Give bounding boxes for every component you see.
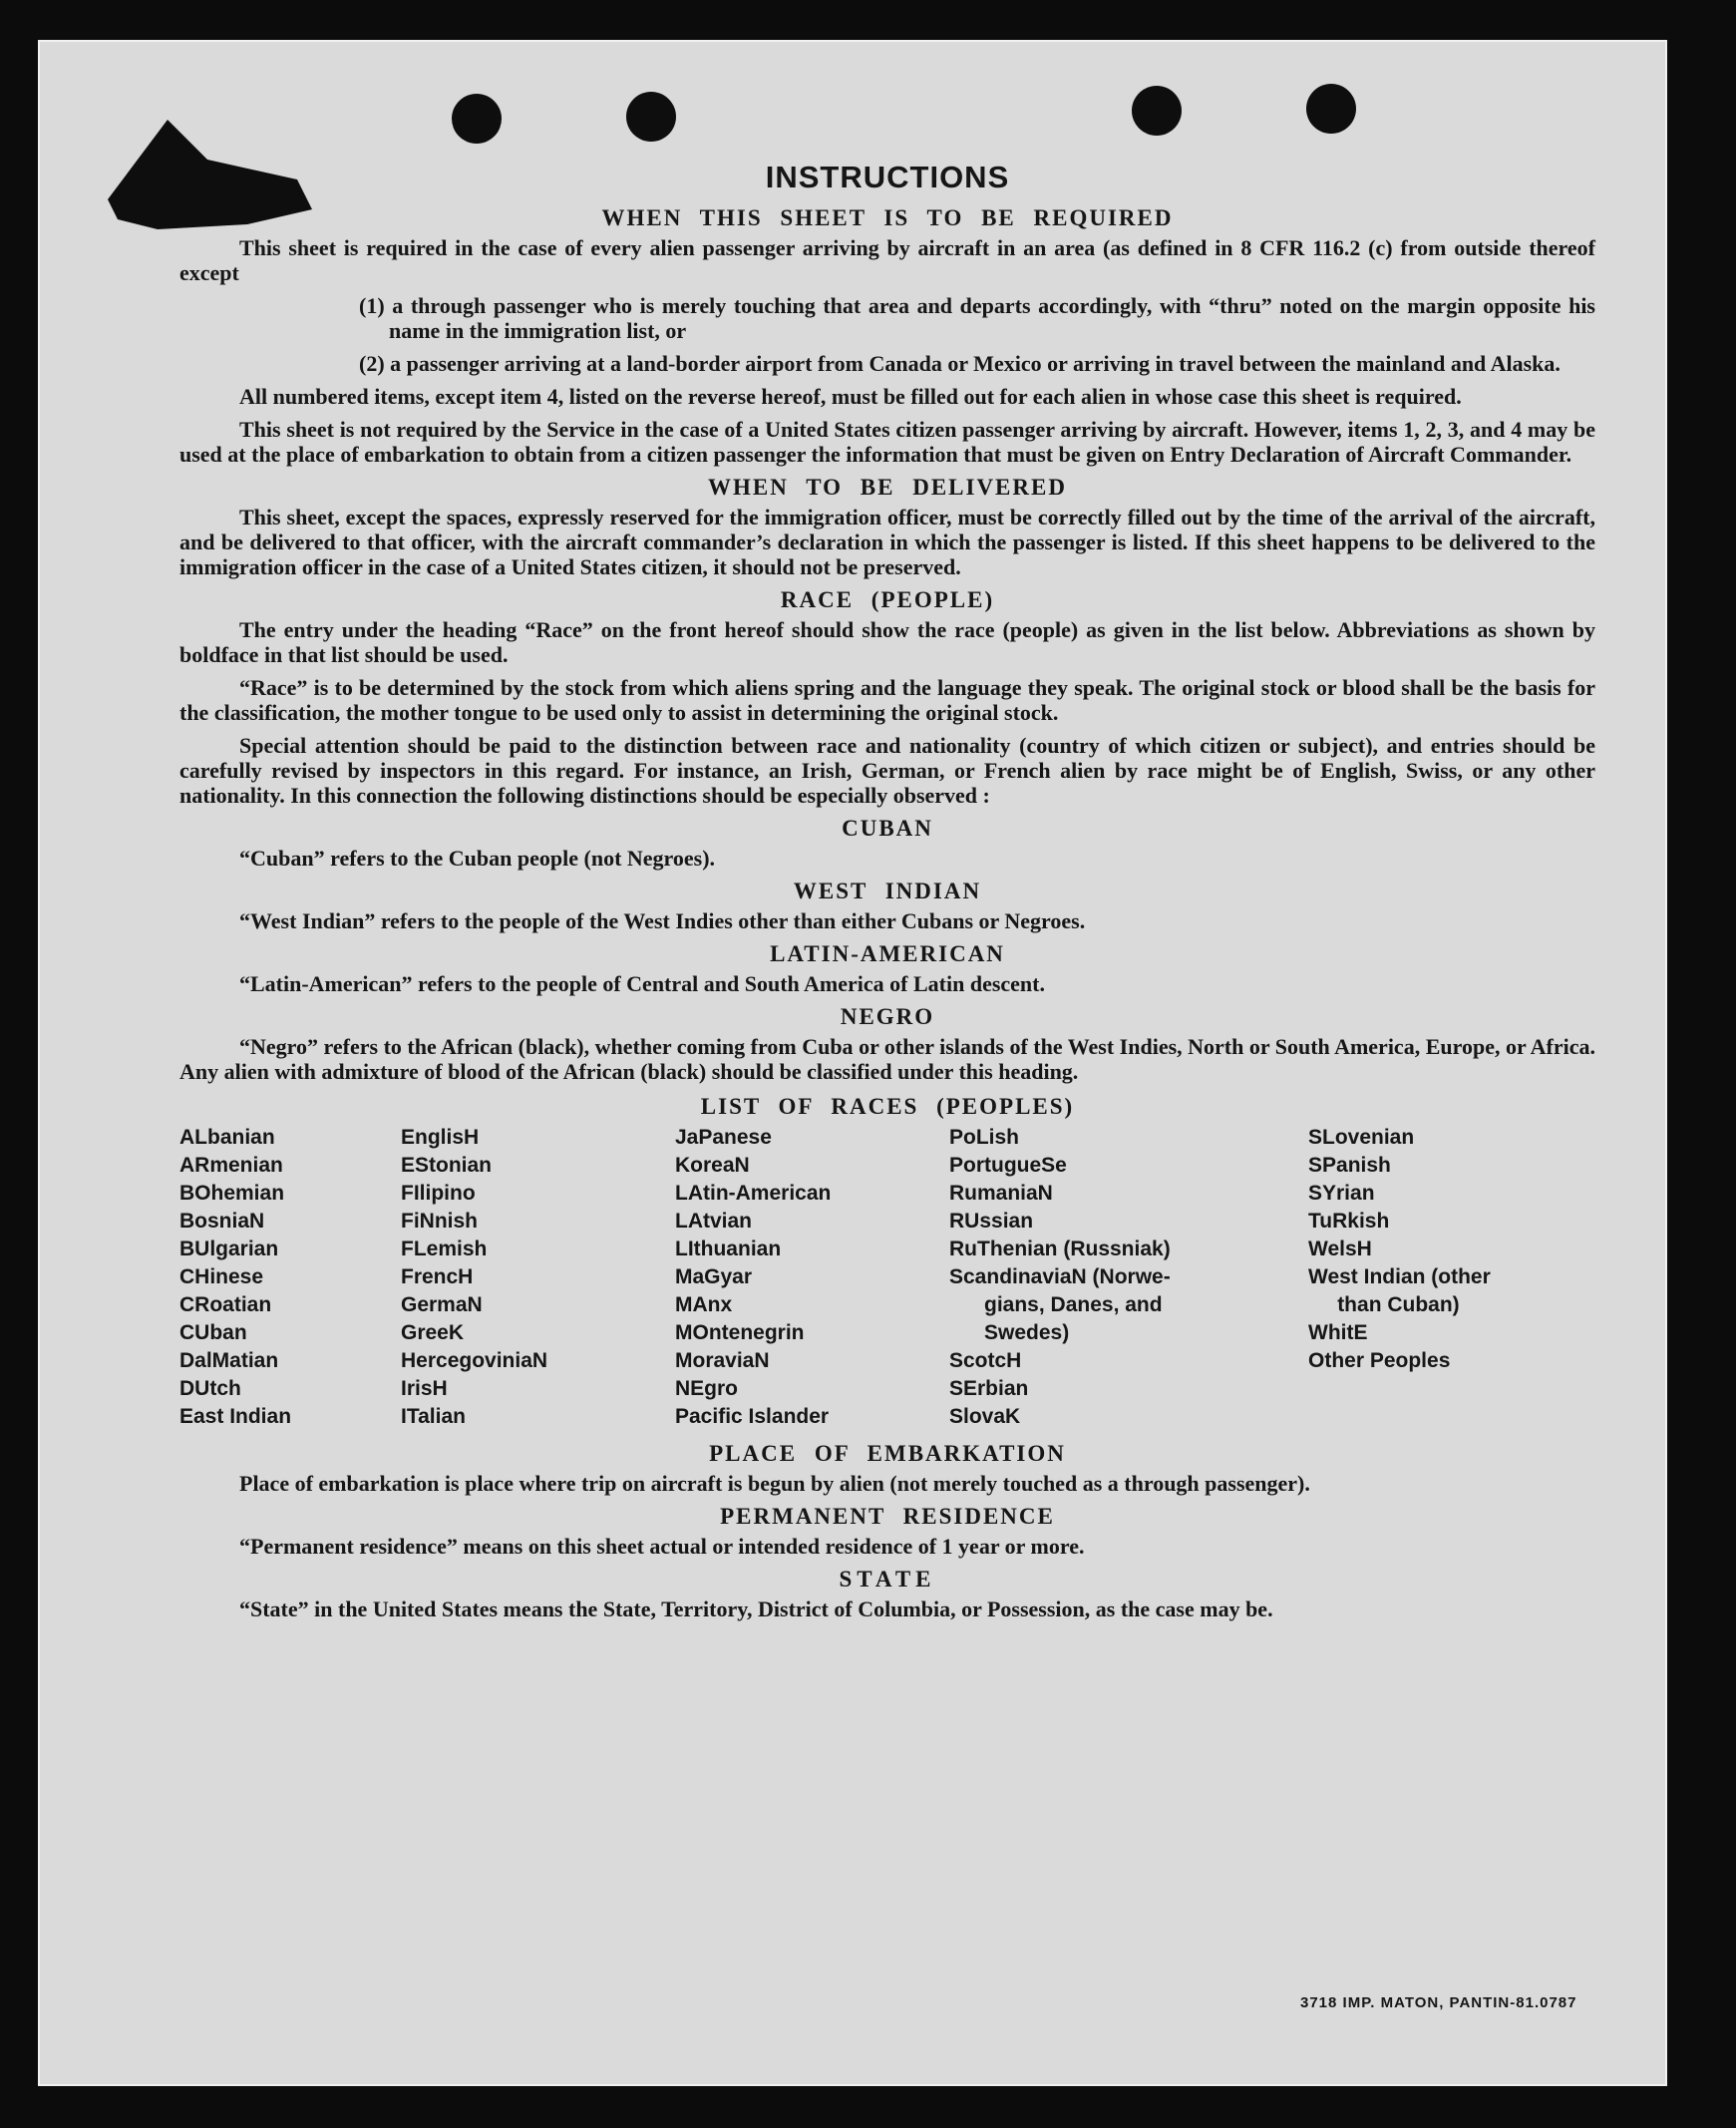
race-entry: DUtch	[179, 1377, 241, 1400]
heading-race: RACE (PEOPLE)	[780, 587, 995, 612]
race-entry: SPanish	[1308, 1154, 1391, 1177]
race-entry: Other Peoples	[1308, 1349, 1451, 1372]
race-entry: GermaN	[401, 1293, 483, 1316]
para-residence: “Permanent residence” means on this sheet actual or intended residence of 1 year or more.	[239, 1534, 1085, 1559]
printer-imprint: 3718 IMP. MATON, PANTIN-81.0787	[1300, 1994, 1577, 2011]
race-entry: SYrian	[1308, 1182, 1375, 1205]
para-cuban: “Cuban” refers to the Cuban people (not Negroes).	[239, 846, 716, 871]
heading-residence: PERMANENT RESIDENCE	[720, 1504, 1055, 1529]
race-entry: WhitE	[1308, 1321, 1368, 1344]
race-entry: Pacific Islander	[675, 1405, 830, 1428]
races-column-4	[949, 1124, 1308, 1431]
race-entry: KoreaN	[675, 1154, 750, 1177]
exception-item-1: (1) a through passenger who is merely touching that area and departs accordingly, with “thru” noted on the margin opposite his name in the immigration list, or	[359, 293, 1595, 343]
para-numbered-items: All numbered items, except item 4, listed on the reverse hereof, must be filled out for each alien in whose case this sheet is required.	[239, 384, 1462, 409]
race-entry: HercegoviniaN	[401, 1349, 548, 1372]
race-entry: PoLish	[949, 1126, 1020, 1149]
race-entry: CRoatian	[179, 1293, 272, 1316]
race-entry: RUssian	[949, 1210, 1034, 1233]
race-entry: BOhemian	[179, 1182, 285, 1205]
race-entry: MaGyar	[675, 1265, 753, 1288]
race-entry: ScotcH	[949, 1349, 1022, 1372]
race-entry: SlovaK	[949, 1405, 1021, 1428]
heading-embarkation: PLACE OF EMBARKATION	[709, 1441, 1066, 1466]
race-entry: SLovenian	[1308, 1126, 1415, 1149]
para-race-1: The entry under the heading “Race” on the front hereof should show the race (people) as given in the list below. Abbreviations as shown by boldface in that list should be used.	[179, 617, 1595, 667]
race-entry: FrencH	[401, 1265, 474, 1288]
race-entry: MOntenegrin	[675, 1321, 805, 1344]
race-entry: SErbian	[949, 1377, 1029, 1400]
race-entry: gians, Danes, and	[949, 1293, 1163, 1316]
race-entry: GreeK	[401, 1321, 465, 1344]
heading-state: STATE	[839, 1567, 936, 1592]
race-entry: IrisH	[401, 1377, 448, 1400]
para-race-3: Special attention should be paid to the distinction between race and nationality (country of which citizen or subject), and entries should be carefully revised by inspectors in this regard. For instance, an Irish, German, or French alien by race might be of English, Swiss, or any other nationality. In this connection the following distinctions should be especially observed :	[179, 733, 1595, 808]
race-entry: MoraviaN	[675, 1349, 770, 1372]
race-entry: ITalian	[401, 1405, 466, 1428]
para-citizen: This sheet is not required by the Service in the case of a United States citizen passenger arriving by aircraft. However, items 1, 2, 3, and 4 may be used at the place of embarkation to obtain from a citizen passenger the information that must be given on Entry Declaration of Aircraft Commander.	[179, 417, 1595, 467]
race-entry: East Indian	[179, 1405, 292, 1428]
para-negro: “Negro” refers to the African (black), whether coming from Cuba or other islands of the West Indies, North or South America, Europe, or Africa. Any alien with admixture of blood of the African (black) should be classified under this heading.	[179, 1034, 1595, 1084]
instructions-body	[179, 116, 1595, 1629]
heading-negro: NEGRO	[840, 1004, 935, 1029]
race-entry: ARmenian	[179, 1154, 283, 1177]
para-state: “State” in the United States means the State, Territory, District of Columbia, or Possession, as the case may be.	[239, 1596, 1273, 1621]
race-entry: PortugueSe	[949, 1154, 1067, 1177]
heading-list-of-races: LIST OF RACES (PEOPLES)	[700, 1094, 1075, 1119]
race-entry: RuThenian (Russniak)	[949, 1238, 1171, 1260]
heading-west-indian: WEST INDIAN	[793, 879, 982, 903]
heading-latin-american: LATIN-AMERICAN	[770, 941, 1005, 966]
race-entry: ScandinaviaN (Norwe-	[949, 1265, 1171, 1288]
race-entry: MAnx	[675, 1293, 733, 1316]
race-entry: NEgro	[675, 1377, 738, 1400]
race-entry: BosniaN	[179, 1210, 265, 1233]
race-entry: WelsH	[1308, 1238, 1372, 1260]
heading-cuban: CUBAN	[842, 816, 933, 841]
race-entry: TuRkish	[1308, 1210, 1390, 1233]
races-column-5	[1308, 1124, 1577, 1431]
race-entry: DalMatian	[179, 1349, 279, 1372]
exception-item-2: (2) a passenger arriving at a land-border airport from Canada or Mexico or arriving in travel between the mainland and Alaska.	[359, 351, 1561, 376]
para-west-indian: “West Indian” refers to the people of the West Indies other than either Cubans or Negroes.	[239, 908, 1086, 933]
races-list	[179, 1124, 1595, 1431]
races-column-2	[401, 1124, 675, 1431]
race-entry: LIthuanian	[675, 1238, 782, 1260]
para-required-intro: This sheet is required in the case of every alien passenger arriving by aircraft in an area (as defined in 8 CFR 116.2 (c) from outside thereof except	[179, 235, 1595, 285]
race-entry: BUlgarian	[179, 1238, 279, 1260]
race-entry: FiNnish	[401, 1210, 478, 1233]
race-entry: CHinese	[179, 1265, 264, 1288]
heading-when-delivered: WHEN TO BE DELIVERED	[708, 475, 1067, 500]
para-embarkation: Place of embarkation is place where trip on aircraft is begun by alien (not merely touched as a through passenger).	[239, 1471, 1310, 1496]
race-entry: LAtin-American	[675, 1182, 832, 1205]
race-entry: FLemish	[401, 1238, 488, 1260]
page-title: INSTRUCTIONS	[765, 160, 1010, 194]
races-column-1	[179, 1124, 401, 1431]
race-entry: EnglisH	[401, 1126, 480, 1149]
para-delivered: This sheet, except the spaces, expressly reserved for the immigration officer, must be correctly filled out by the time of the arrival of the aircraft, and be delivered to that officer, with the aircraft commander’s declaration in which the passenger is listed. If this sheet happens to be delivered to the immigration officer in the case of a United States citizen, it should not be preserved.	[179, 505, 1595, 579]
race-entry: Swedes)	[949, 1321, 1070, 1344]
race-entry: JaPanese	[675, 1126, 772, 1149]
heading-when-required: WHEN THIS SHEET IS TO BE REQUIRED	[601, 205, 1174, 230]
document-page	[38, 40, 1667, 2086]
races-column-3	[675, 1124, 949, 1431]
race-entry: CUban	[179, 1321, 247, 1344]
race-entry: ALbanian	[179, 1126, 275, 1149]
race-entry: FIlipino	[401, 1182, 476, 1205]
race-entry: RumaniaN	[949, 1182, 1053, 1205]
race-entry: than Cuban)	[1308, 1293, 1460, 1316]
race-entry: LAtvian	[675, 1210, 753, 1233]
para-latin-american: “Latin-American” refers to the people of Central and South America of Latin descent.	[239, 971, 1045, 996]
race-entry: West Indian (other	[1308, 1265, 1491, 1288]
para-race-2: “Race” is to be determined by the stock from which aliens spring and the language they speak. The original stock or blood shall be the basis for the classification, the mother tongue to be used only to assist in determining the original stock.	[179, 675, 1595, 725]
race-entry: EStonian	[401, 1154, 493, 1177]
